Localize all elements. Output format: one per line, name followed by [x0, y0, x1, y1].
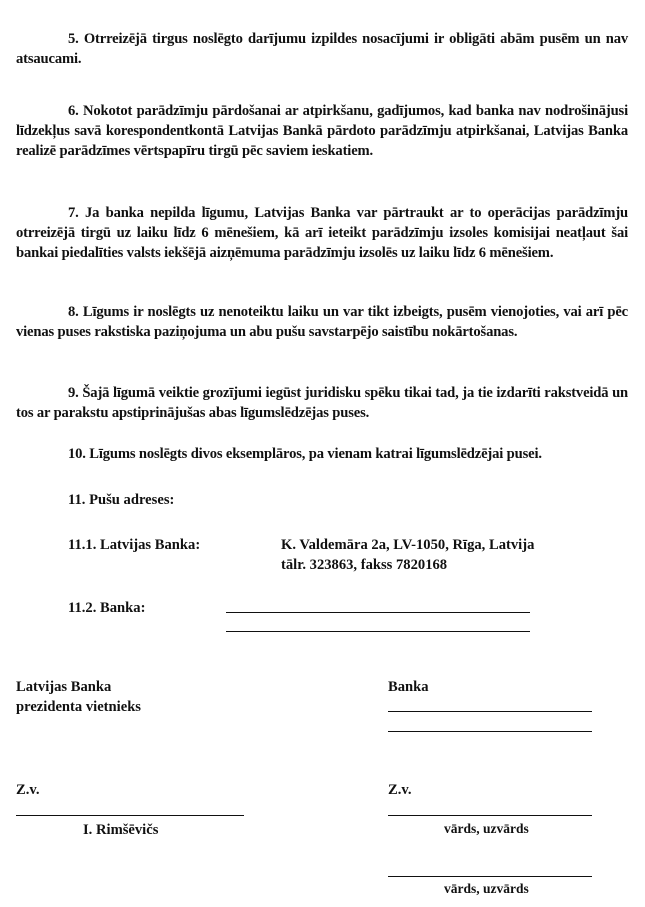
clause-7	[16, 203, 628, 263]
bank-address-line-2	[226, 631, 530, 632]
clause-text: Otrreizējā tirgus noslēgto darījumu izpildes nosacījumi ir obligāti abām pusēm un nav atsaucami.	[16, 30, 629, 67]
latvijas-banka-contacts: tālr. 323863, fakss 7820168	[281, 557, 448, 573]
right-signature-line-2	[388, 731, 592, 732]
latvijas-banka-address: K. Valdemāra 2a, LV-1050, Rīga, Latvija	[281, 537, 535, 553]
right-name-caption-2: vārds, uzvārds	[444, 881, 529, 896]
right-name-line-1	[388, 815, 592, 816]
clause-10	[16, 444, 628, 464]
clause-number: 5.	[68, 30, 79, 47]
clause-text: Līgums ir noslēgts uz nenoteiktu laiku un var tikt izbeigts, pusēm vienojoties, vai arī pēc vienas puses rakstiska paziņojuma un abu pušu savstarpējo saistību nokārtošanas.	[16, 303, 629, 340]
left-signatory-position: prezidenta vietnieks	[16, 699, 141, 715]
left-seal-mark: Z.v.	[16, 782, 40, 798]
right-name-caption-1: vārds, uzvārds	[444, 821, 529, 836]
clause-6	[16, 101, 628, 161]
clause-text: Ja banka nepilda līgumu, Latvijas Banka var pārtraukt ar to operācijas parādzīmju otrreizējā tirgū uz laiku līdz 6 mēnešiem, kā arī ieteikt parādzīmju izsoles komisijai neatļaut šai bankai piedalīties valsts iekšējā aizņēmuma parādzīmju izsolēs uz laiku līdz 6 mēnešiem.	[16, 204, 628, 261]
clause-text: Šajā līgumā veiktie grozījumi iegūst juridisku spēku tikai tad, ja tie izdarīti rakstveidā un tos ar parakstu apstiprinājušas abas līgumslēdzējas puses.	[16, 384, 629, 421]
right-name-line-2	[388, 876, 592, 877]
clause-5	[16, 29, 628, 69]
bank-address-label: 11.2. Banka:	[68, 600, 146, 616]
latvijas-banka-address-label: 11.1. Latvijas Banka:	[68, 537, 201, 553]
right-seal-mark: Z.v.	[388, 782, 412, 798]
right-signatory-organization: Banka	[388, 679, 429, 695]
clause-8	[16, 302, 628, 342]
left-signatory-organization: Latvijas Banka	[16, 679, 112, 695]
clause-number: 9.	[68, 384, 79, 401]
clause-text: Nokotot parādzīmju pārdošanai ar atpirkšanu, gadījumos, kad banka nav nodrošinājusi līdzekļus savā korespondentkontā Latvijas Bankā pārdoto parādzīmju atpirkšanai, Latvijas Banka realizē parādzīmes vērtspapīru tirgū pēc saviem ieskatiem.	[16, 102, 628, 159]
left-signatory-name: I. Rimšēvičs	[83, 822, 159, 838]
left-signature-line	[16, 815, 244, 816]
clause-number: 8.	[68, 303, 79, 320]
bank-address-line-1	[226, 612, 530, 613]
addresses-heading: 11. Pušu adreses:	[68, 492, 175, 508]
clause-number: 10.	[68, 445, 86, 462]
right-signature-line-1	[388, 711, 592, 712]
clause-number: 7.	[68, 204, 79, 221]
clause-number: 6.	[68, 102, 79, 119]
clause-text: Līgums noslēgts divos eksemplāros, pa vienam katrai līgumslēdzējai pusei.	[89, 445, 542, 462]
clause-9	[16, 383, 628, 423]
